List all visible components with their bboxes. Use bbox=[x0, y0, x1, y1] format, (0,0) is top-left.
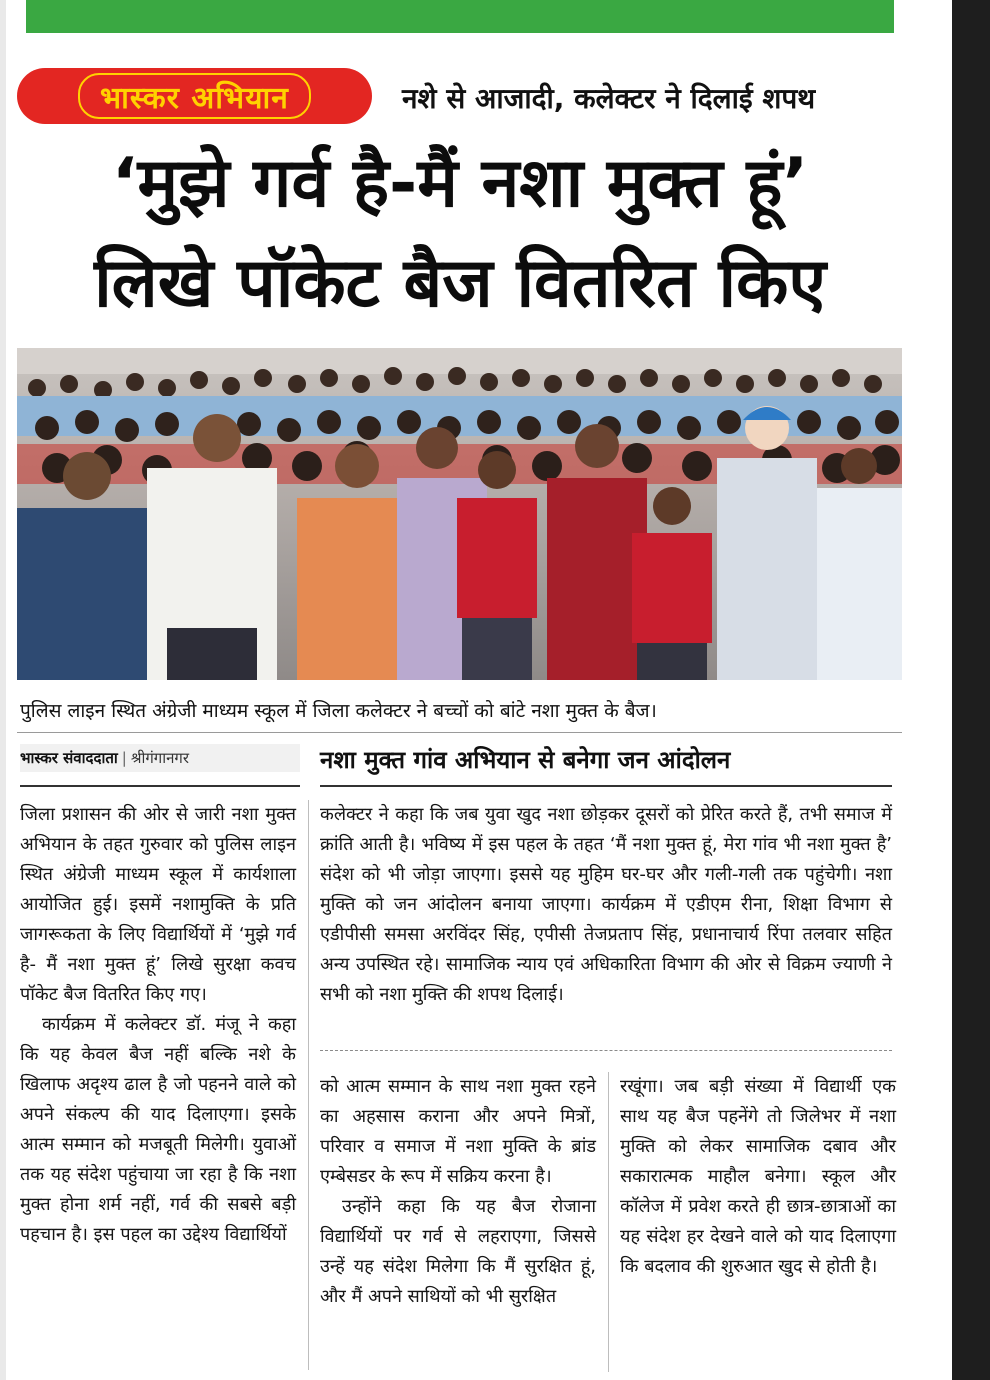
article-paragraph: कलेक्टर ने कहा कि जब युवा खुद नशा छोड़कर दूसरों को प्रेरित करते हैं, तभी समाज में क्रांति आती है। भविष्य में इस पहल के तहत ‘मैं नशा मुक्त हूं, मेरा गांव भी नशा मुक्त है’ संदेश को भी जोड़ा जाएगा। इससे यह मुहिम घर-घर और गली-गली तक पहुंचेगी। नशा मुक्ति को जन आंदोलन बनाया जाएगा। कार्यक्रम में एडीएम रीना, शिक्षा विभाग से एडीपीसी समसा अरविंदर सिंह, एपीसी तेजप्रताप सिंह, प्रधानाचार्य रिंपा तलवार सहित अन्य उपस्थित रहे। सामाजिक न्याय एवं अधिकारिता विभाग की ओर से विक्रम ज्याणी ने सभी को नशा मुक्ति की शपथ दिलाई। bbox=[320, 804, 892, 1005]
byline-agency: भास्कर संवाददाता bbox=[20, 749, 118, 767]
article-paragraph: कार्यक्रम में कलेक्टर डॉ. मंजू ने कहा कि यह केवल बैज नहीं बल्कि नशे के खिलाफ अदृश्य ढाल है जो पहनने वाले को अपने संकल्प की याद दिलाएगा। इसके आत्म सम्मान को मजबूती मिलेगी। युवाओं तक यह संदेश पहुंचाया जा रहा है कि नशा मुक्त होना शर्म नहीं, गर्व की सबसे बड़ी पहचान है। इस पहल का उद्देश्य विद्यार्थियों bbox=[20, 1014, 296, 1245]
byline bbox=[20, 744, 300, 772]
page-right-margin-band bbox=[952, 0, 990, 1380]
caption-divider bbox=[17, 732, 902, 733]
byline-city: श्रीगंगानगर bbox=[130, 749, 190, 767]
campaign-kicker-label: भास्कर अभियान bbox=[78, 73, 311, 119]
subheadline: नशे से आजादी, कलेक्टर ने दिलाई शपथ bbox=[402, 82, 816, 115]
section-subheading: नशा मुक्त गांव अभियान से बनेगा जन आंदोलन bbox=[320, 746, 731, 774]
article-paragraph: जिला प्रशासन की ओर से जारी नशा मुक्त अभियान के तहत गुरुवार को पुलिस लाइन स्थित अंग्रेजी माध्यम स्कूल में कार्यशाला आयोजित हुई। इसमें नशामुक्ति के प्रति जागरूकता के लिए विद्यार्थियों में ‘मुझे गर्व है- मैं नशा मुक्त हूं’ लिखे सुरक्षा कवच पॉकेट बैज वितरित किए गए। bbox=[20, 804, 296, 1005]
column-divider bbox=[308, 800, 309, 1370]
article-paragraph: उन्होंने कहा कि यह बैज रोजाना विद्यार्थियों पर गर्व से लहराएगा, जिससे उन्हें यह संदेश मिलेगा कि मैं सुरक्षित हूं, और मैं अपने साथियों को भी सुरक्षित bbox=[320, 1196, 596, 1307]
page-left-edge bbox=[0, 0, 6, 1380]
column-divider bbox=[608, 1072, 609, 1372]
article-column-1 bbox=[20, 800, 296, 1250]
article-paragraph: रखूंगा। जब बड़ी संख्या में विद्यार्थी एक साथ यह बैज पहनेंगे तो जिलेभर में नशा मुक्ति को लेकर सामाजिक दबाव और सकारात्मक माहौल बनेगा। स्कूल और कॉलेज में प्रवेश करते ही छात्र-छात्राओं का यह संदेश हर देखने वाले को याद दिलाएगा कि बदलाव की शुरुआत खुद से होती है। bbox=[620, 1076, 896, 1277]
article-column-3 bbox=[320, 1072, 596, 1312]
article-column-4 bbox=[620, 1072, 896, 1282]
section-dashed-divider bbox=[320, 1050, 892, 1051]
article-paragraph: को आत्म सम्मान के साथ नशा मुक्त रहने का अहसास कराना और अपने मित्रों, परिवार व समाज में नशा मुक्ति के ब्रांड एम्बेसडर के रूप में सक्रिय करना है। bbox=[320, 1076, 596, 1187]
article-column-2 bbox=[320, 800, 892, 1010]
news-photo bbox=[17, 348, 902, 680]
headline-line-2: लिखे पॉकेट बैज वितरित किए bbox=[94, 244, 826, 323]
byline-separator: | bbox=[121, 749, 127, 767]
subheading-underline bbox=[320, 785, 892, 787]
photo-caption: पुलिस लाइन स्थित अंग्रेजी माध्यम स्कूल में जिला कलेक्टर ने बच्चों को बांटे नशा मुक्त के बैज। bbox=[20, 700, 657, 722]
top-color-bar bbox=[26, 0, 894, 33]
headline-line-1: ‘मुझे गर्व है-मैं नशा मुक्त हूं’ bbox=[111, 144, 809, 223]
campaign-kicker-badge bbox=[17, 68, 372, 124]
byline-underline bbox=[20, 785, 300, 787]
